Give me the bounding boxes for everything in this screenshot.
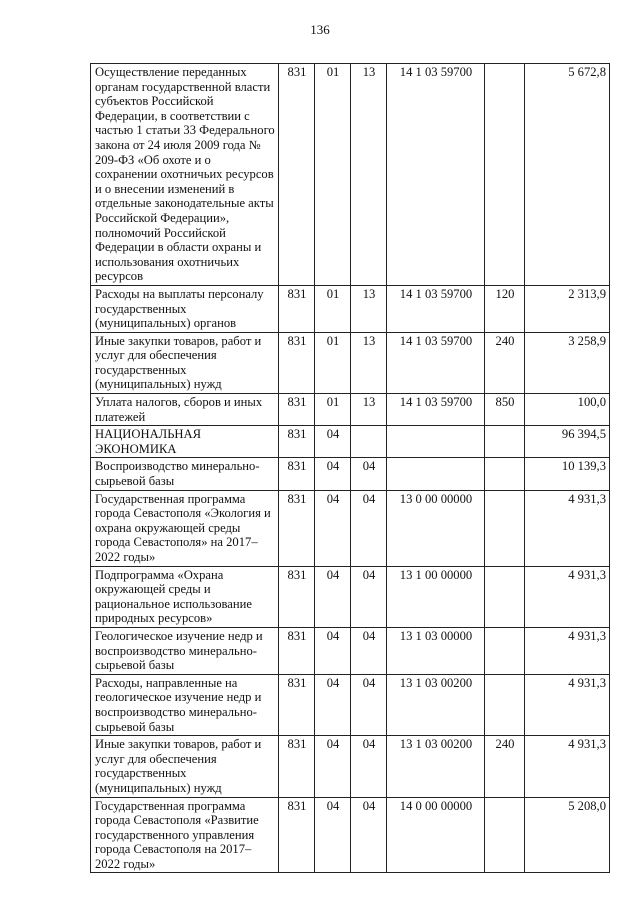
table-row bbox=[91, 394, 610, 426]
row-name: Геологическое изучение недр и воспроизводство минерально-сырьевой базы bbox=[91, 627, 279, 674]
row-name: Государственная программа города Севастополя «Развитие государственного управления города Севастополя на 2017–2022 годы» bbox=[91, 797, 279, 873]
row-sum: 10 139,3 bbox=[525, 458, 610, 490]
table-row bbox=[91, 566, 610, 627]
row-section: 04 bbox=[315, 736, 351, 797]
row-code: 831 bbox=[279, 490, 315, 566]
row-sum: 4 931,3 bbox=[525, 736, 610, 797]
row-type bbox=[485, 566, 525, 627]
row-name: НАЦИОНАЛЬНАЯ ЭКОНОМИКА bbox=[91, 426, 279, 458]
row-type bbox=[485, 426, 525, 458]
table-row bbox=[91, 285, 610, 332]
row-name: Иные закупки товаров, работ и услуг для обеспечения государственных (муниципальных) нужд bbox=[91, 736, 279, 797]
row-code: 831 bbox=[279, 797, 315, 873]
row-code: 831 bbox=[279, 64, 315, 286]
row-target bbox=[387, 426, 485, 458]
row-target: 13 1 00 00000 bbox=[387, 566, 485, 627]
row-target: 13 1 03 00200 bbox=[387, 736, 485, 797]
row-section: 04 bbox=[315, 797, 351, 873]
row-target: 14 1 03 59700 bbox=[387, 394, 485, 426]
row-section: 01 bbox=[315, 332, 351, 393]
row-code: 831 bbox=[279, 426, 315, 458]
row-subsection: 04 bbox=[351, 627, 387, 674]
row-type: 120 bbox=[485, 285, 525, 332]
row-subsection: 13 bbox=[351, 64, 387, 286]
row-sum: 4 931,3 bbox=[525, 627, 610, 674]
table-row bbox=[91, 627, 610, 674]
row-type bbox=[485, 458, 525, 490]
row-type: 240 bbox=[485, 332, 525, 393]
row-target: 14 1 03 59700 bbox=[387, 285, 485, 332]
row-section: 04 bbox=[315, 674, 351, 735]
row-section: 01 bbox=[315, 64, 351, 286]
row-sum: 5 672,8 bbox=[525, 64, 610, 286]
row-name: Осуществление переданных органам государственной власти субъектов Российской Федерации, в соответствии с частью 1 статьи 33 Федерального закона от 24 июля 2009 года № 209-ФЗ «Об охоте и о сохранении охотничьих ресурсов и о внесении изменений в отдельные законодательные акты Российской Федерации», полномочий Российской Федерации в области охраны и использования охотничьих ресурсов bbox=[91, 64, 279, 286]
row-name: Расходы на выплаты персоналу государственных (муниципальных) органов bbox=[91, 285, 279, 332]
row-target: 14 1 03 59700 bbox=[387, 332, 485, 393]
row-target: 14 0 00 00000 bbox=[387, 797, 485, 873]
row-subsection: 04 bbox=[351, 458, 387, 490]
row-subsection: 04 bbox=[351, 490, 387, 566]
row-sum: 100,0 bbox=[525, 394, 610, 426]
table-row bbox=[91, 797, 610, 873]
row-sum: 5 208,0 bbox=[525, 797, 610, 873]
table-row bbox=[91, 64, 610, 286]
row-type bbox=[485, 490, 525, 566]
row-section: 01 bbox=[315, 394, 351, 426]
row-sum: 4 931,3 bbox=[525, 566, 610, 627]
row-target: 13 0 00 00000 bbox=[387, 490, 485, 566]
row-name: Государственная программа города Севастополя «Экология и охрана окружающей среды города Севастополя» на 2017–2022 годы» bbox=[91, 490, 279, 566]
table-row bbox=[91, 674, 610, 735]
row-code: 831 bbox=[279, 736, 315, 797]
row-type bbox=[485, 674, 525, 735]
row-name: Иные закупки товаров, работ и услуг для обеспечения государственных (муниципальных) нужд bbox=[91, 332, 279, 393]
row-code: 831 bbox=[279, 566, 315, 627]
table-row bbox=[91, 332, 610, 393]
row-code: 831 bbox=[279, 332, 315, 393]
row-section: 04 bbox=[315, 458, 351, 490]
row-sum: 3 258,9 bbox=[525, 332, 610, 393]
row-code: 831 bbox=[279, 285, 315, 332]
row-type bbox=[485, 627, 525, 674]
page-number: 136 bbox=[310, 22, 330, 37]
row-name: Подпрограмма «Охрана окружающей среды и рациональное использование природных ресурсов» bbox=[91, 566, 279, 627]
row-sum: 2 313,9 bbox=[525, 285, 610, 332]
row-section: 04 bbox=[315, 566, 351, 627]
table-row bbox=[91, 736, 610, 797]
table-row bbox=[91, 426, 610, 458]
row-code: 831 bbox=[279, 674, 315, 735]
row-target: 13 1 03 00000 bbox=[387, 627, 485, 674]
row-name: Воспроизводство минерально-сырьевой базы bbox=[91, 458, 279, 490]
row-section: 01 bbox=[315, 285, 351, 332]
row-type bbox=[485, 797, 525, 873]
row-subsection: 04 bbox=[351, 736, 387, 797]
row-subsection: 04 bbox=[351, 566, 387, 627]
row-section: 04 bbox=[315, 627, 351, 674]
row-code: 831 bbox=[279, 458, 315, 490]
row-target: 14 1 03 59700 bbox=[387, 64, 485, 286]
row-name: Расходы, направленные на геологическое изучение недр и воспроизводство минерально-сырьевой базы bbox=[91, 674, 279, 735]
row-section: 04 bbox=[315, 426, 351, 458]
row-target: 13 1 03 00200 bbox=[387, 674, 485, 735]
table-row bbox=[91, 458, 610, 490]
row-subsection: 13 bbox=[351, 332, 387, 393]
row-sum: 4 931,3 bbox=[525, 490, 610, 566]
row-type: 850 bbox=[485, 394, 525, 426]
row-subsection: 13 bbox=[351, 394, 387, 426]
row-name: Уплата налогов, сборов и иных платежей bbox=[91, 394, 279, 426]
row-section: 04 bbox=[315, 490, 351, 566]
row-type bbox=[485, 64, 525, 286]
budget-table bbox=[90, 63, 610, 873]
row-sum: 4 931,3 bbox=[525, 674, 610, 735]
row-subsection: 04 bbox=[351, 797, 387, 873]
table-row bbox=[91, 490, 610, 566]
row-subsection: 13 bbox=[351, 285, 387, 332]
row-target bbox=[387, 458, 485, 490]
row-type: 240 bbox=[485, 736, 525, 797]
row-subsection: 04 bbox=[351, 674, 387, 735]
row-sum: 96 394,5 bbox=[525, 426, 610, 458]
row-subsection bbox=[351, 426, 387, 458]
row-code: 831 bbox=[279, 394, 315, 426]
row-code: 831 bbox=[279, 627, 315, 674]
